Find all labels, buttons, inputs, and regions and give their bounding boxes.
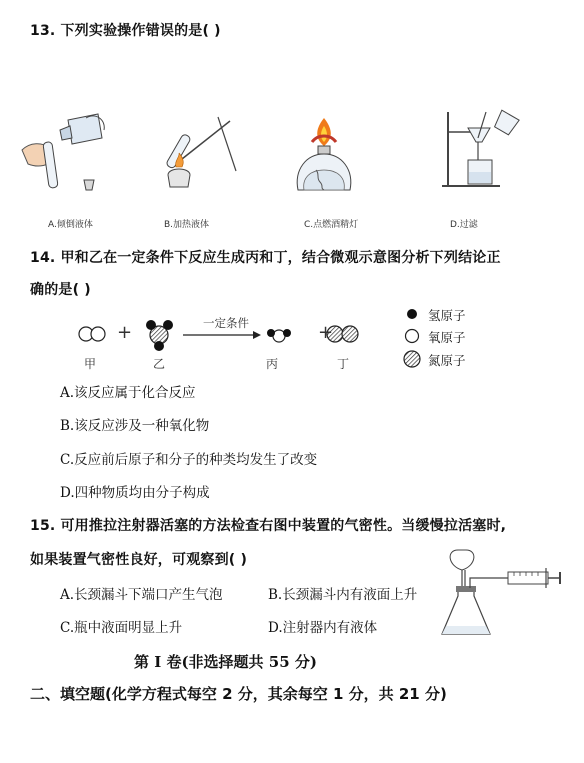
q14-title-line2: 确的是( ) xyxy=(30,282,91,298)
legend-oxygen: 氧原子 xyxy=(428,330,466,345)
q13-caption-c: C.点燃酒精灯 xyxy=(304,220,359,230)
q15-option-c: C.瓶中液面明显上升 xyxy=(60,620,183,636)
q13-caption-b: B.加热液体 xyxy=(164,220,210,230)
q15-option-b: B.长颈漏斗内有液面上升 xyxy=(268,587,418,603)
legend-nitrogen: 氮原子 xyxy=(428,353,466,368)
section-two-heading: 二、填空题(化学方程式每空 2 分，其余每空 1 分，共 21 分) xyxy=(30,685,447,703)
q14-title-line1: 14. 甲和乙在一定条件下反应生成丙和丁，结合微观示意图分析下列结论正 xyxy=(30,250,501,266)
label-ding: 丁 xyxy=(337,357,350,371)
q13-caption-d: D.过滤 xyxy=(450,220,478,230)
reaction-condition: 一定条件 xyxy=(203,316,249,330)
q14-option-c: C.反应前后原子和分子的种类均发生了改变 xyxy=(60,452,318,468)
plus-sign: + xyxy=(318,322,334,343)
label-bing: 丙 xyxy=(266,357,279,371)
label-jia: 甲 xyxy=(84,357,97,371)
legend-hydrogen: 氢原子 xyxy=(428,308,466,323)
label-yi: 乙 xyxy=(153,357,166,371)
filtration-illustration xyxy=(440,108,530,190)
q13-title: 13. 下列实验操作错误的是( ) xyxy=(30,23,221,39)
q15-option-a: A.长颈漏斗下端口产生气泡 xyxy=(60,587,223,603)
q15-title-line1: 15. 可用推拉注射器活塞的方法检查右图中装置的气密性。当缓慢拉活塞时, xyxy=(30,518,507,534)
atom-legend xyxy=(400,305,424,369)
pouring-liquid-illustration xyxy=(20,112,110,197)
airtightness-apparatus-illustration xyxy=(436,548,568,640)
plus-sign: + xyxy=(117,322,133,343)
q14-option-a: A.该反应属于化合反应 xyxy=(60,385,196,401)
q15-title-line2: 如果装置气密性良好，可观察到( ) xyxy=(30,552,248,568)
alcohol-lamp-illustration xyxy=(290,112,360,194)
q15-option-d: D.注射器内有液体 xyxy=(268,620,378,636)
q14-option-b: B.该反应涉及一种氧化物 xyxy=(60,418,210,434)
q13-caption-a: A.倾倒液体 xyxy=(48,220,93,230)
part-two-heading: 第 I 卷(非选择题共 55 分) xyxy=(134,653,317,671)
heating-liquid-illustration xyxy=(158,113,238,193)
q14-option-d: D.四种物质均由分子构成 xyxy=(60,485,210,501)
